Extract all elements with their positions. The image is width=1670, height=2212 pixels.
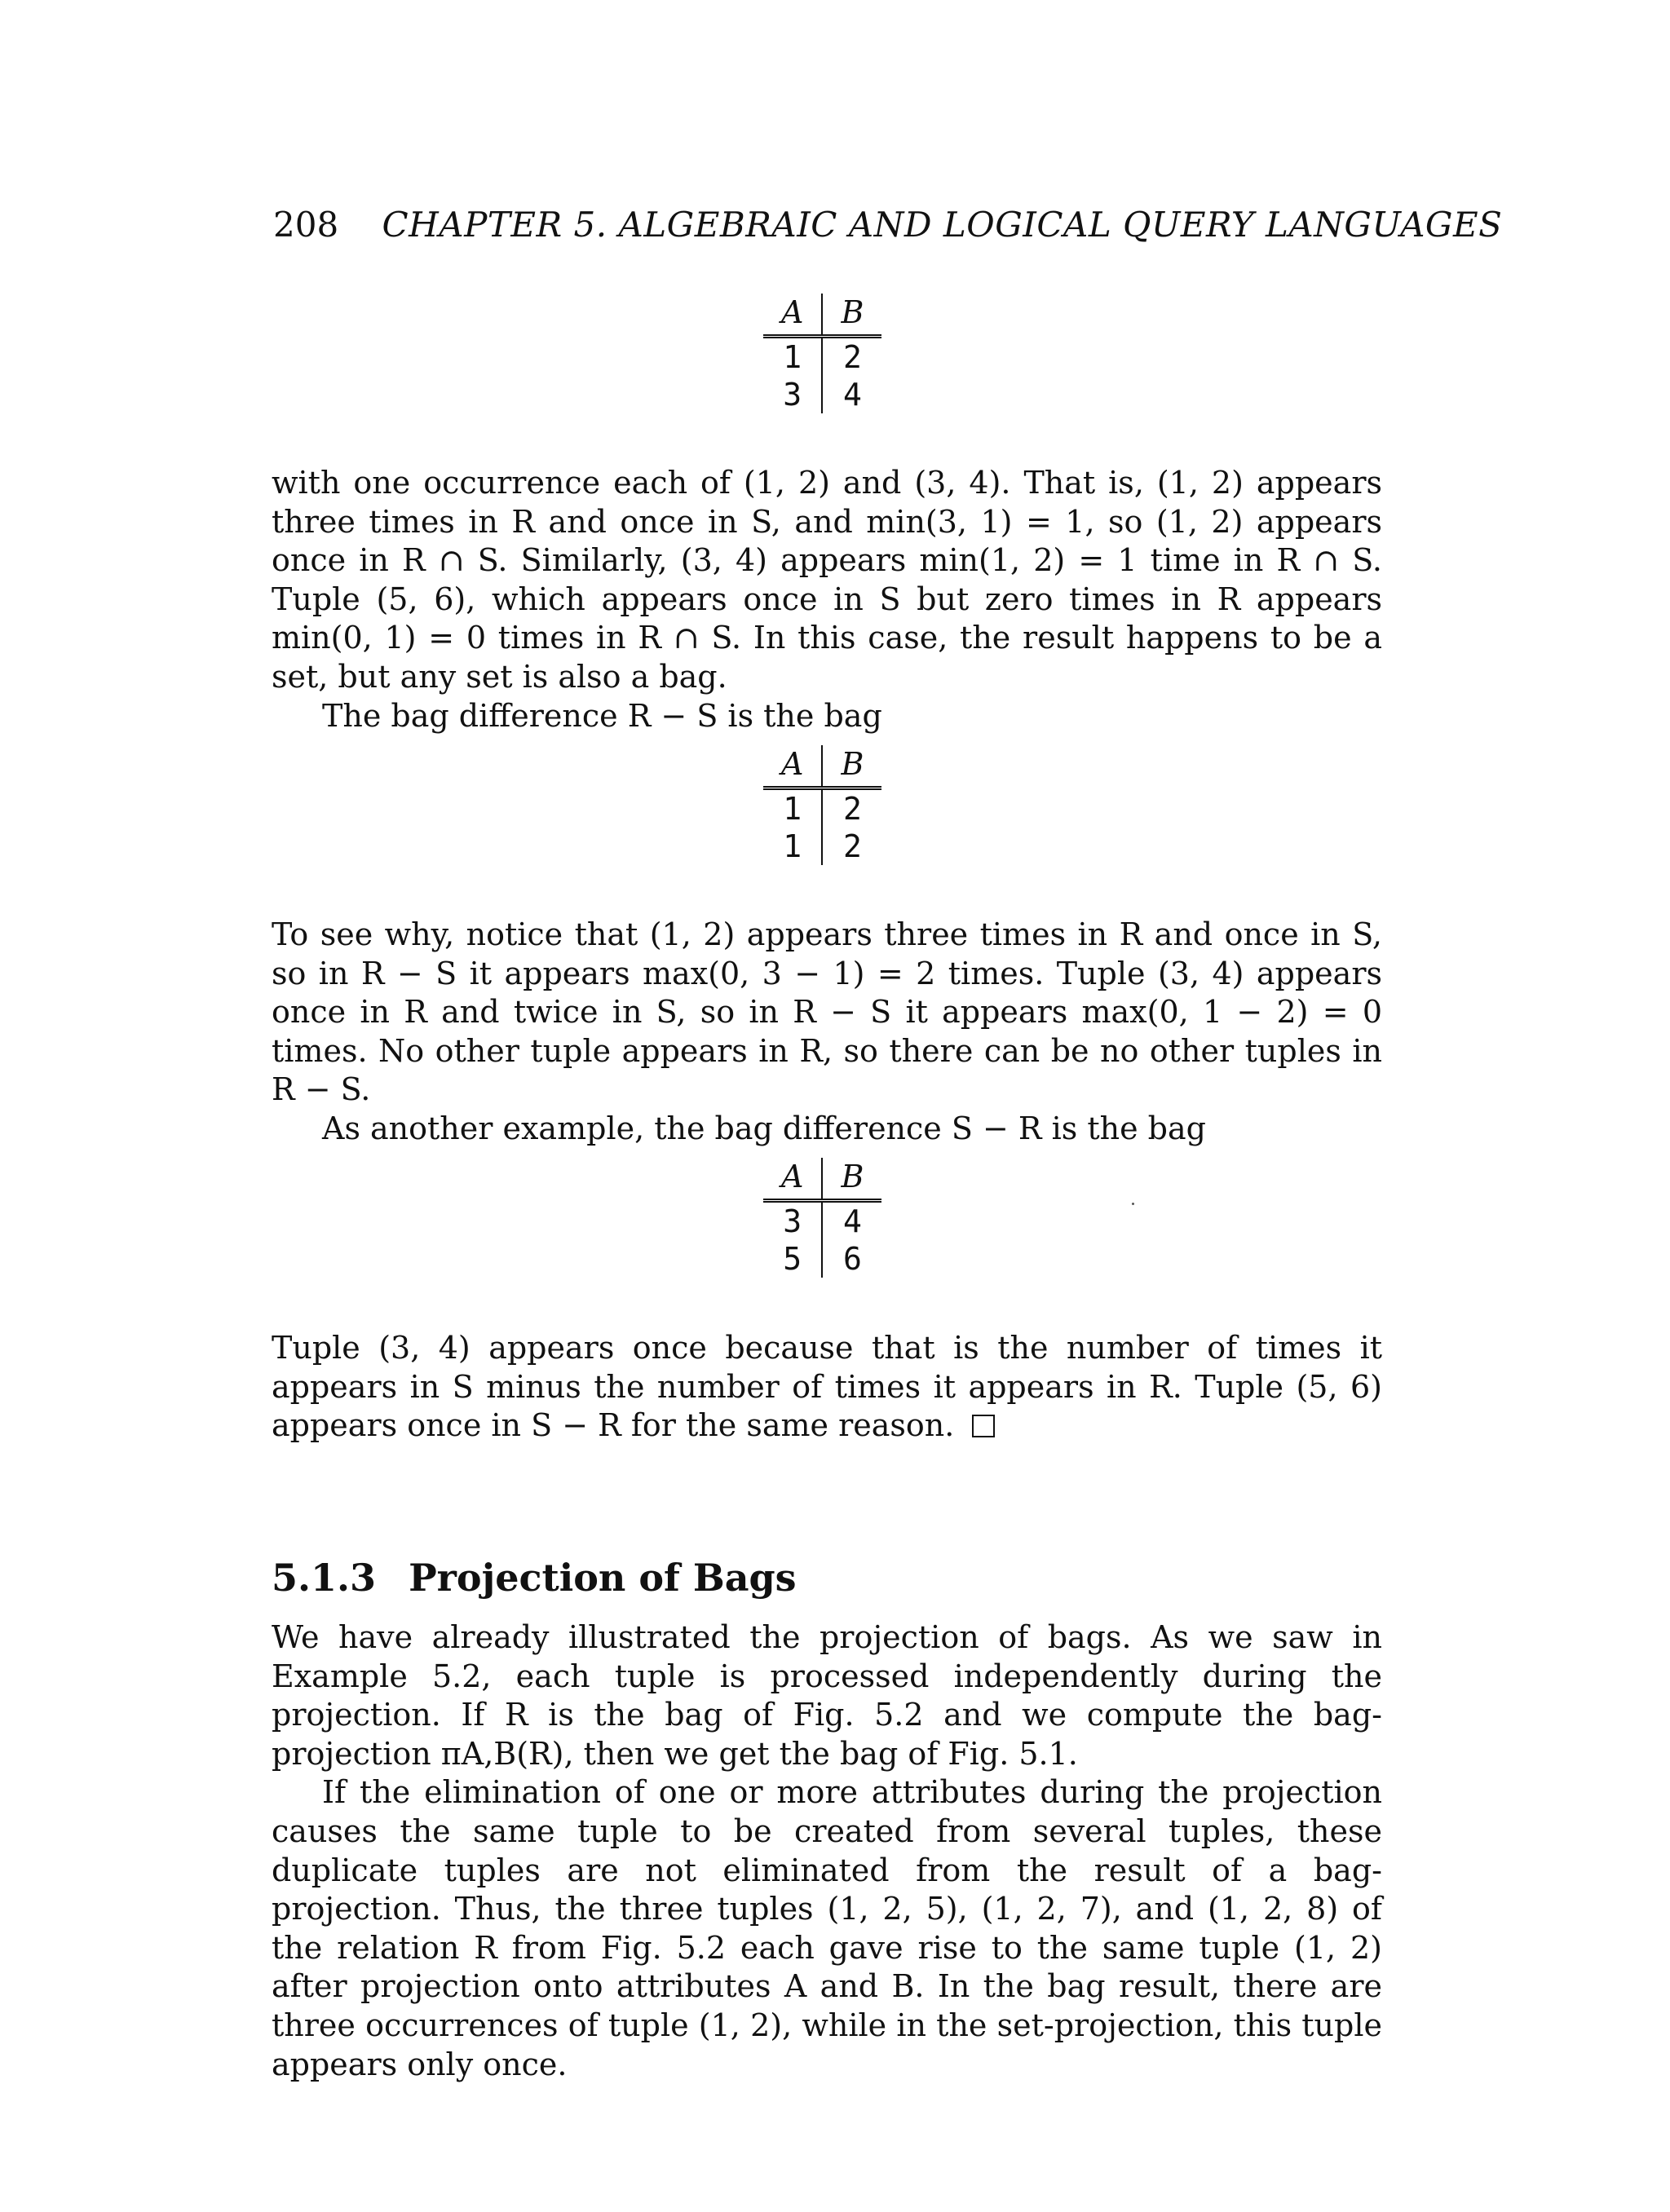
table-intersection-result (763, 294, 881, 413)
table-cell: 6 (842, 1241, 862, 1277)
paragraph: As another example, the bag difference S − R is the bag (322, 1110, 1206, 1146)
paragraph: We have already illustrated the projection of bags. As we saw in Example 5.2, each tuple is processed independently during the projection. If R is the bag of Fig. 5.2 and we compute the bag-projection πA,B(R), then we get the bag of Fig. 5.1. (272, 1619, 1382, 1772)
stray-mark (1132, 1203, 1134, 1205)
column-header-a: A (763, 294, 822, 337)
column-header-b: B (822, 294, 881, 337)
table-row (763, 788, 881, 828)
table-cell: 3 (763, 376, 822, 413)
table-difference-r-minus-s (763, 745, 881, 865)
section-title: Projection of Bags (409, 1556, 797, 1600)
table-cell: 4 (842, 377, 862, 413)
chapter-title: CHAPTER 5. ALGEBRAIC AND LOGICAL QUERY LANGUAGES (382, 205, 1503, 245)
running-header (273, 204, 1503, 246)
table-row (763, 1201, 881, 1241)
section-number: 5.1.3 (272, 1556, 377, 1600)
column-header-b: B (822, 1158, 881, 1201)
column-header-a: A (763, 1158, 822, 1201)
paragraph: If the elimination of one or more attributes during the projection causes the same tuple to be created from several tuples, these duplicate tuples are not eliminated from the result of a bag-projection. Thus, the three tuples (1, 2, 5), (1, 2, 7), and (1, 2, 8) of the relation R from Fig. 5.2 each gave rise to the same tuple (1, 2) after projection onto attributes A and B. In the bag result, there are three occurrences of tuple (1, 2), while in the set-projection, this tuple appears only once. (272, 1774, 1382, 2082)
table-row (763, 337, 881, 377)
body-text-block-3 (272, 1329, 1382, 1446)
table-cell: 3 (763, 1201, 822, 1241)
body-text-block-2 (272, 916, 1382, 1149)
table-cell: 4 (842, 1203, 862, 1239)
page-number: 208 (273, 205, 339, 245)
paragraph: The bag difference R − S is the bag (322, 697, 882, 734)
paragraph-text: Tuple (3, 4) appears once because that is the number of times it appears in S minus the number of times it appears in R. Tuple (5, 6) appears once in S − R for the same reason. (272, 1330, 1382, 1444)
section-heading (272, 1553, 797, 1602)
column-header-b: B (822, 745, 881, 788)
table-cell: 1 (763, 828, 822, 865)
table-cell: 5 (763, 1240, 822, 1278)
table-cell: 1 (763, 788, 822, 828)
table-cell: 2 (842, 339, 862, 375)
body-text-block-4 (272, 1618, 1382, 2084)
table-difference-s-minus-r (763, 1158, 881, 1278)
paragraph: with one occurrence each of (1, 2) and (3, 4). That is, (1, 2) appears three times in R and once in S, and min(3, 1) = 1, so (1, 2) appears once in R ∩ S. Similarly, (3, 4) appears min(1, 2) = 1 time in R ∩ S. Tuple (5, 6), which appears once in S but zero times in R appears min(0, 1) = 0 times in R ∩ S. In this case, the result happens to be a set, but any set is also a bag. (272, 465, 1382, 695)
column-header-a: A (763, 745, 822, 788)
body-text-block-1 (272, 464, 1382, 735)
paragraph: To see why, notice that (1, 2) appears three times in R and once in S, so in R − S it appears max(0, 3 − 1) = 2 times. Tuple (3, 4) appears once in R and twice in S, so in R − S it appears max(0, 1 − 2) = 0 times. No other tuple appears in R, so there can be no other tuples in R − S. (272, 916, 1382, 1108)
table-cell: 2 (842, 791, 862, 827)
paragraph (272, 1329, 1382, 1446)
table-row (763, 1240, 881, 1278)
table-row (763, 828, 881, 865)
table-row (763, 376, 881, 413)
end-of-proof-icon (972, 1415, 995, 1437)
table-cell: 1 (763, 337, 822, 377)
table-cell: 2 (842, 828, 862, 864)
